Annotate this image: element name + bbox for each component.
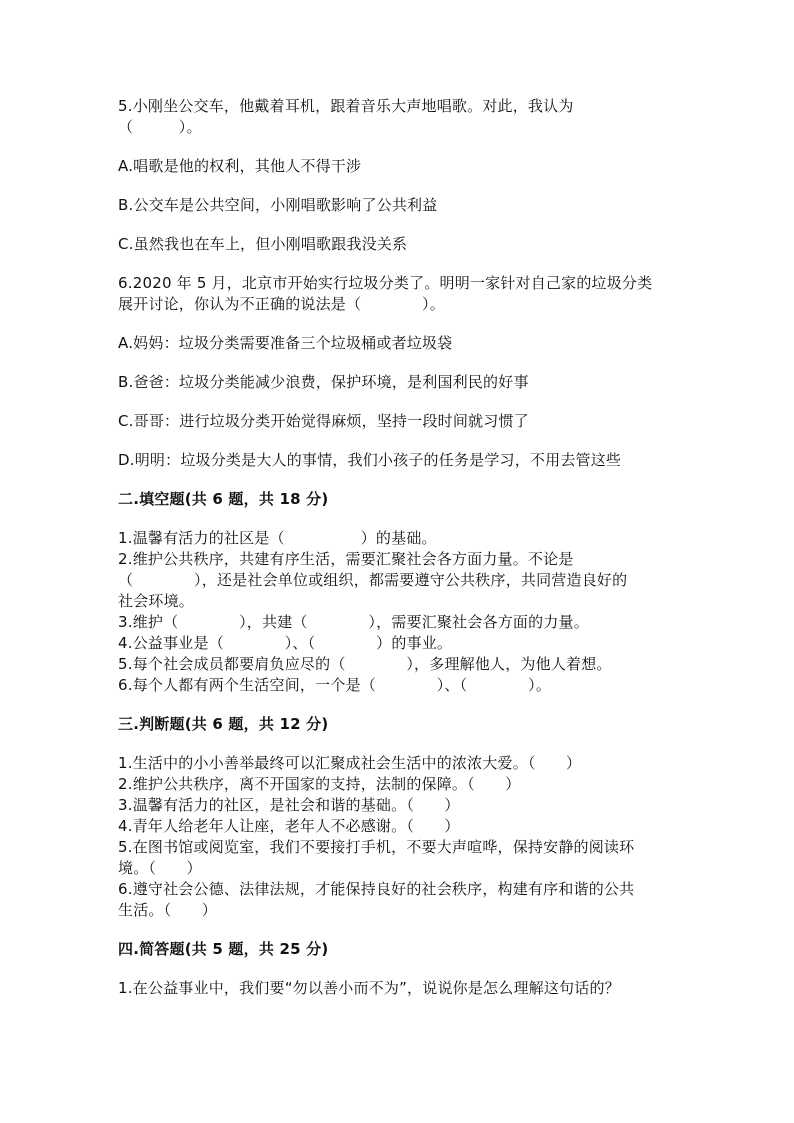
question-6-stem-line-2: 展开讨论，你认为不正确的说法是（ ）。 xyxy=(118,295,445,313)
fill-line-4: 社会环境。 xyxy=(118,592,195,610)
question-6 xyxy=(118,273,678,471)
judge-line-2: 2.维护公共秩序，离不开国家的支持，法制的保障。（ ） xyxy=(118,775,521,793)
question-6-option-c: C.哥哥：进行垃圾分类开始觉得麻烦，坚持一段时间就习惯了 xyxy=(118,412,529,430)
fill-line-8: 6.每个人都有两个生活空间，一个是（ ）、（ ）。 xyxy=(118,676,552,694)
fill-line-1: 1.温馨有活力的社区是（ ）的基础。 xyxy=(118,529,437,547)
question-5-stem-line-1: 5.小刚坐公交车，他戴着耳机，跟着音乐大声地唱歌。对此，我认为 xyxy=(118,97,574,115)
exam-page xyxy=(118,96,678,999)
short-answer-section xyxy=(118,939,678,999)
question-6-stem-line-1: 6.2020 年 5 月，北京市开始实行垃圾分类了。明明一家针对自己家的垃圾分类 xyxy=(118,274,653,292)
judge-line-4: 4.青年人给老年人让座，老年人不必感谢。（ ） xyxy=(118,817,460,835)
question-5-stem-line-2: （ ）。 xyxy=(118,118,202,136)
fill-section-title: 二.填空题(共 6 题，共 18 分) xyxy=(118,490,329,508)
question-5 xyxy=(118,96,678,255)
question-5-option-c: C.虽然我也在车上，但小刚唱歌跟我没关系 xyxy=(118,235,408,253)
judge-line-3: 3.温馨有活力的社区，是社会和谐的基础。（ ） xyxy=(118,796,460,814)
fill-line-2: 2.维护公共秩序，共建有序生活，需要汇聚社会各方面力量。不论是 xyxy=(118,550,574,568)
judge-section-title: 三.判断题(共 6 题，共 12 分) xyxy=(118,715,329,733)
question-6-option-a: A.妈妈：垃圾分类需要准备三个垃圾桶或者垃圾袋 xyxy=(118,334,453,352)
judge-line-7: 6.遵守社会公德、法律法规，才能保持良好的社会秩序，构建有序和谐的公共 xyxy=(118,880,635,898)
fill-section xyxy=(118,489,678,696)
question-5-option-a: A.唱歌是他的权利，其他人不得干涉 xyxy=(118,157,362,175)
question-6-option-b: B.爸爸：垃圾分类能减少浪费，保护环境，是利国利民的好事 xyxy=(118,373,529,391)
judge-section xyxy=(118,714,678,921)
judge-line-1: 1.生活中的小小善举最终可以汇聚成社会生活中的浓浓大爱。（ ） xyxy=(118,754,582,772)
short-answer-section-title: 四.简答题(共 5 题，共 25 分) xyxy=(118,940,329,958)
short-answer-line-1: 1.在公益事业中，我们要“勿以善小而不为”，说说你是怎么理解这句话的？ xyxy=(118,979,620,997)
judge-line-8: 生活。（ ） xyxy=(118,901,217,919)
question-5-option-b: B.公交车是公共空间，小刚唱歌影响了公共利益 xyxy=(118,196,438,214)
question-6-option-d: D.明明：垃圾分类是大人的事情，我们小孩子的任务是学习，不用去管这些 xyxy=(118,451,622,469)
fill-line-7: 5.每个社会成员都要肩负应尽的（ ），多理解他人，为他人着想。 xyxy=(118,655,612,673)
judge-line-6: 境。（ ） xyxy=(118,859,202,877)
fill-line-5: 3.维护（ ），共建（ ），需要汇聚社会各方面的力量。 xyxy=(118,613,589,631)
fill-line-6: 4.公益事业是（ ）、（ ）的事业。 xyxy=(118,634,453,652)
fill-line-3: （ ），还是社会单位或组织，都需要遵守公共秩序，共同营造良好的 xyxy=(118,571,628,589)
judge-line-5: 5.在图书馆或阅览室，我们不要接打手机，不要大声喧哗，保持安静的阅读环 xyxy=(118,838,635,856)
